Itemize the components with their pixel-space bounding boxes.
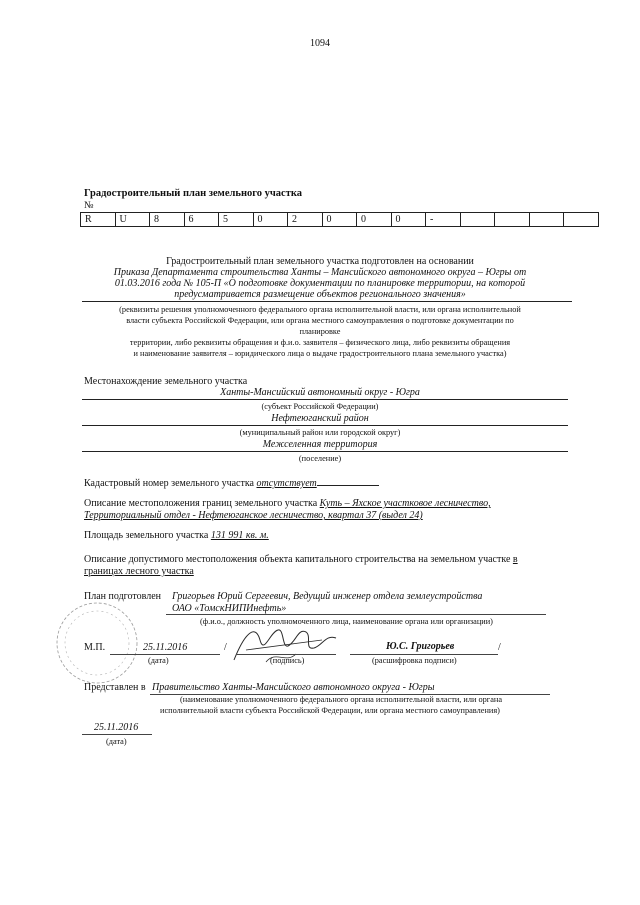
plan-number-cells <box>80 212 599 227</box>
basis-text-line: Приказа Департамента строительства Ханты – Мансийского автономного округа – Югры от <box>113 267 527 278</box>
signer-name: Ю.С. Григорьев <box>386 641 455 652</box>
document-title: Градостроительный план земельного участка <box>84 188 303 199</box>
presented-label: Представлен в <box>84 682 146 693</box>
signing-date: 25.11.2016 <box>143 642 188 653</box>
prepared-line2: ОАО «ТомскНИПИнефть» <box>172 603 287 614</box>
basis-caption-line: планировке <box>299 327 341 336</box>
subject-caption: (субъект Российской Федерации) <box>261 402 379 411</box>
page-number: 1094 <box>310 38 330 49</box>
date-caption: (дата) <box>148 656 169 665</box>
presented-caption-line: исполнительной власти субъекта Российской Федерации, или органа местного самоуправления) <box>160 706 500 715</box>
settlement-underline <box>82 451 568 452</box>
number-cell: 6 <box>184 213 219 227</box>
number-cell: R <box>81 213 116 227</box>
area-label: Площадь земельного участка <box>84 530 209 541</box>
allowed-value-line1: в <box>512 554 518 565</box>
presented-date-underline <box>82 734 152 735</box>
prepared-line1: Григорьев Юрий Сергеевич, Ведущий инженер отдела землеустройства <box>172 591 483 602</box>
basis-caption-line: территории, либо реквизиты обращения и ф.и.о. заявителя – физического лица, либо реквизиты обращения <box>129 338 511 347</box>
basis-underline <box>82 301 572 302</box>
cadastral-label: Кадастровый номер земельного участка <box>84 478 254 489</box>
basis-heading: Градостроительный план земельного участка подготовлен на основании <box>166 256 474 267</box>
prepared-underline <box>166 614 546 615</box>
end-slash: / <box>498 642 501 653</box>
boundaries-label: Описание местоположения границ земельного участка <box>84 498 318 509</box>
settlement-caption: (поселение) <box>298 454 342 463</box>
number-cell <box>460 213 495 227</box>
number-cell: 5 <box>219 213 254 227</box>
allowed-row <box>84 554 518 565</box>
allowed-value-line2: границах лесного участка <box>84 566 194 577</box>
prepared-caption: (ф.и.о., должность уполномоченного лица, наименование органа или организации) <box>200 617 493 626</box>
cadastral-row <box>84 476 379 489</box>
number-cell: 0 <box>253 213 288 227</box>
basis-caption-line: (реквизиты решения уполномоченного федерального органа исполнительной власти, или органа исполнительной <box>119 305 521 314</box>
date-underline <box>110 654 220 655</box>
presented-caption-line: (наименование уполномоченного федерального органа исполнительной власти, или органа <box>180 695 503 704</box>
number-cell: - <box>426 213 461 227</box>
boundaries-value-line2: Территориальный отдел - Нефтеюганское лесничество, квартал 37 (выдел 24) <box>84 510 423 521</box>
basis-caption-line: и наименование заявителя – юридического лица о выдаче градостроительного плана земельного участка) <box>133 349 507 358</box>
area-row <box>84 530 269 541</box>
cadastral-blank <box>317 476 379 486</box>
boundaries-row <box>84 498 491 509</box>
subject-underline <box>82 399 568 400</box>
basis-text-line: предусматривается размещение объектов регионального значения» <box>174 289 466 300</box>
number-cell: U <box>115 213 150 227</box>
signing-slash: / <box>224 642 227 653</box>
number-cell: 8 <box>150 213 185 227</box>
number-cell <box>564 213 599 227</box>
name-caption: (расшифровка подписи) <box>372 656 457 665</box>
basis-text-line: 01.03.2016 года № 105-П «О подготовке документации по планировке территории, на которой <box>114 278 526 289</box>
location-settlement: Межселенная территория <box>262 439 378 450</box>
signature-underline <box>236 654 336 655</box>
number-cell: 2 <box>288 213 323 227</box>
name-underline <box>350 654 498 655</box>
location-label: Местонахождение земельного участка <box>84 376 248 387</box>
allowed-label: Описание допустимого местоположения объекта капитального строительства на земельном участке <box>84 554 511 565</box>
cadastral-value: отсутствует <box>256 478 317 489</box>
number-sign: № <box>84 200 94 211</box>
district-underline <box>82 425 568 426</box>
prepared-label: План подготовлен <box>84 591 161 602</box>
area-value: 131 991 кв. м. <box>210 530 269 541</box>
plan-number-row <box>81 213 599 227</box>
presented-date-caption: (дата) <box>106 737 127 746</box>
signature-caption: (подпись) <box>270 656 305 665</box>
presented-date: 25.11.2016 <box>94 722 139 733</box>
district-caption: (муниципальный район или городской округ) <box>239 428 401 437</box>
boundaries-value-line1: Куть – Яхское участковое лесничество, <box>319 498 491 509</box>
number-cell <box>529 213 564 227</box>
location-district: Нефтеюганский район <box>271 413 369 424</box>
number-cell: 0 <box>322 213 357 227</box>
basis-caption-line: власти субъекта Российской Федерации, или органа местного самоуправления о подготовке документации по <box>126 316 514 325</box>
number-cell: 0 <box>357 213 392 227</box>
mp-label: М.П. <box>84 642 106 653</box>
presented-value: Правительство Ханты-Мансийского автономного округа - Югры <box>152 682 435 693</box>
location-subject: Ханты-Мансийский автономный округ - Югра <box>220 387 420 398</box>
number-cell: 0 <box>391 213 426 227</box>
number-cell <box>495 213 530 227</box>
